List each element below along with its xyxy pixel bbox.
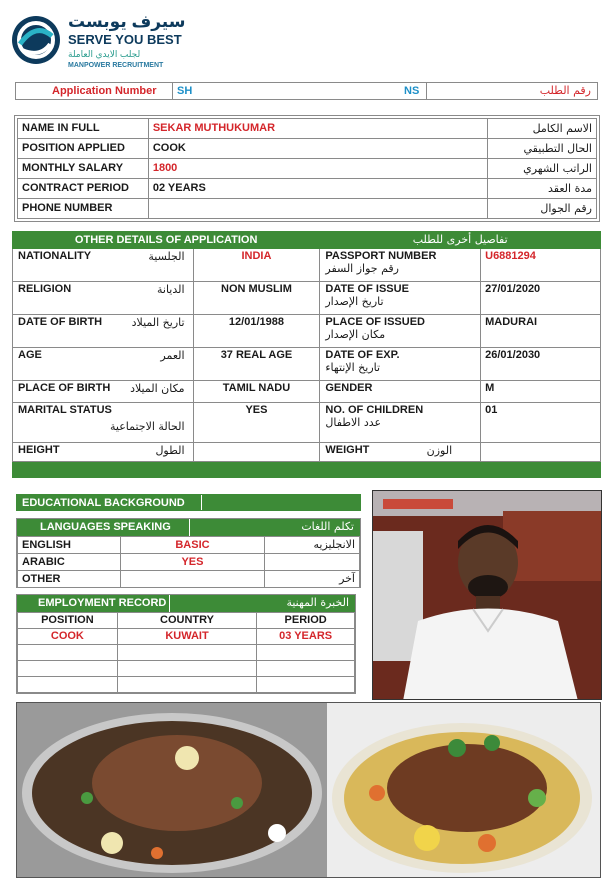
language-level [120,571,264,588]
other-right-value: 01 [481,403,601,443]
languages-header [17,519,360,536]
personal-value: SEKAR MUTHUKUMAR [148,119,487,139]
other-details-row [13,403,601,443]
other-right-label-ar: تاريخ الإصدار [325,295,384,308]
employment-cell: KUWAIT [117,629,257,645]
other-right-label-cell [320,348,481,381]
brand-sub-ar: لجلب الايدي العاملة [68,49,141,59]
other-left-value: YES [193,403,320,443]
other-right-value: M [481,381,601,403]
other-right-label-ar: تاريخ الإنتهاء [325,361,381,374]
other-details-footer-bar [13,462,601,478]
language-name-ar [265,554,360,571]
employment-cell [257,645,355,661]
other-right-value: U6881294 [481,249,601,282]
other-left-label-cell [13,443,194,462]
personal-value: COOK [148,139,487,159]
other-right-label: NO. OF CHILDREN [325,404,424,416]
other-details-row [13,443,601,462]
languages-header-label: LANGUAGES SPEAKING [40,521,171,533]
other-details-row [13,315,601,348]
employment-section [16,594,356,694]
personal-label: MONTHLY SALARY [18,159,149,179]
other-details-row [13,381,601,403]
employment-cell [18,661,118,677]
application-number-label-ar: رقم الطلب [539,84,591,97]
personal-label: CONTRACT PERIOD [18,179,149,199]
other-right-label-cell [320,403,481,443]
brand-name-ar: سيرف يوبست [68,12,186,31]
other-right-label-ar: مكان الإصدار [325,328,386,341]
other-left-label-ar: مكان الميلاد [130,382,185,395]
personal-value [148,199,487,219]
employment-cell [18,645,118,661]
personal-label: PHONE NUMBER [18,199,149,219]
personal-info-table [17,118,597,219]
other-left-value: TAMIL NADU [193,381,320,403]
other-right-value: MADURAI [481,315,601,348]
other-right-label: WEIGHT [325,444,370,456]
applicant-photo [372,490,602,700]
other-left-label: PLACE OF BIRTH [18,382,111,394]
other-left-label: HEIGHT [18,444,60,456]
application-code-ns: NS [404,85,420,97]
applicant-photo-image [373,491,602,700]
personal-row [18,199,597,219]
personal-value: 1800 [148,159,487,179]
employment-row [18,645,355,661]
personal-label: NAME IN FULL [18,119,149,139]
other-left-value: 12/01/1988 [193,315,320,348]
brand-sub-en: MANPOWER RECRUITMENT [68,62,164,69]
other-right-value: 26/01/2030 [481,348,601,381]
employment-cell [117,677,257,693]
language-name-ar: الانجليزيه [265,537,360,554]
languages-table [17,536,360,588]
personal-label-ar: رقم الجوال [488,199,597,219]
company-logo [10,12,200,72]
other-left-label-ar: الجلسية [148,250,185,263]
language-level: YES [120,554,264,571]
language-row [18,571,360,588]
language-row [18,554,360,571]
other-details-header-ar: تفاصيل أخرى للطلب [320,232,601,249]
other-left-label-cell [13,282,194,315]
other-left-label: DATE OF BIRTH [18,316,103,328]
application-number-bar [15,82,598,100]
language-row [18,537,360,554]
other-details-section [12,231,601,478]
personal-label: POSITION APPLIED [18,139,149,159]
employment-column-header: POSITION [18,613,118,629]
employment-table [17,612,355,693]
education-header [16,494,361,511]
personal-label-ar: الراتب الشهري [488,159,597,179]
other-left-label-ar: الديانة [156,283,185,296]
other-right-label: PLACE OF ISSUED [325,316,425,328]
employment-cell: 03 YEARS [257,629,355,645]
food-photos [16,702,601,878]
brand-name-en: SERVE YOU BEST [68,32,182,47]
other-details-table [12,231,601,478]
other-left-value [193,443,320,462]
personal-row [18,139,597,159]
other-right-label: DATE OF EXP. [325,349,400,361]
personal-row [18,119,597,139]
other-left-label-cell [13,348,194,381]
other-left-label-cell [13,403,194,443]
personal-row [18,179,597,199]
employment-cell [117,645,257,661]
other-right-value [481,443,601,462]
other-right-label-cell [320,381,481,403]
other-right-value: 27/01/2020 [481,282,601,315]
personal-label-ar: الاسم الكامل [488,119,597,139]
employment-row [18,677,355,693]
personal-label-ar: مدة العقد [488,179,597,199]
employment-cell [18,677,118,693]
other-right-label: PASSPORT NUMBER [325,250,437,262]
language-name: ARABIC [18,554,121,571]
logo-emblem-icon [10,14,62,66]
other-details-row [13,249,601,282]
other-details-row [13,348,601,381]
other-right-label-ar: رقم جواز السفر [325,262,399,275]
employment-cell [117,661,257,677]
cooked-dishes-image [17,703,601,878]
other-right-label-ar: عدد الاطفال [325,416,382,429]
employment-header [17,595,355,612]
language-name: ENGLISH [18,537,121,554]
other-left-value: 37 REAL AGE [193,348,320,381]
other-left-label-ar: الحالة الاجتماعية [110,420,185,433]
other-right-label-ar: الوزن [426,444,453,457]
employment-header-label: EMPLOYMENT RECORD [38,597,167,609]
other-left-label-cell [13,381,194,403]
language-level: BASIC [120,537,264,554]
employment-cell [257,661,355,677]
other-details-header: OTHER DETAILS OF APPLICATION [13,232,320,249]
other-left-label-ar: العمر [160,349,185,362]
other-details-row [13,282,601,315]
other-right-label-cell [320,249,481,282]
application-code-sh: SH [177,85,193,97]
languages-section [16,518,361,588]
employment-column-header: COUNTRY [117,613,257,629]
application-number-label: Application Number [52,85,157,97]
employment-row [18,661,355,677]
other-right-label-cell [320,282,481,315]
education-header-label: EDUCATIONAL BACKGROUND [22,497,185,509]
languages-header-label-ar: تكلم اللغات [301,520,354,533]
other-left-label: MARITAL STATUS [18,404,112,416]
personal-label-ar: الحال التطبيقي [488,139,597,159]
employment-header-label-ar: الخبرة المهنية [286,596,349,609]
other-left-label-cell [13,249,194,282]
other-left-label-ar: تاريخ الميلاد [131,316,185,329]
other-right-label-cell [320,315,481,348]
employment-cell [257,677,355,693]
other-left-label-cell [13,315,194,348]
other-right-label: GENDER [325,382,373,394]
other-left-label-ar: الطول [155,444,185,457]
personal-info-box [14,115,600,222]
employment-row [18,629,355,645]
other-right-label: DATE OF ISSUE [325,283,409,295]
personal-row [18,159,597,179]
employment-cell: COOK [18,629,118,645]
personal-value: 02 YEARS [148,179,487,199]
other-left-value: NON MUSLIM [193,282,320,315]
other-left-label: RELIGION [18,283,72,295]
employment-column-header: PERIOD [257,613,355,629]
language-name: OTHER [18,571,121,588]
other-left-value: INDIA [193,249,320,282]
other-left-label: AGE [18,349,42,361]
language-name-ar: آخر [265,571,360,588]
other-right-label-cell [320,443,481,462]
other-left-label: NATIONALITY [18,250,92,262]
